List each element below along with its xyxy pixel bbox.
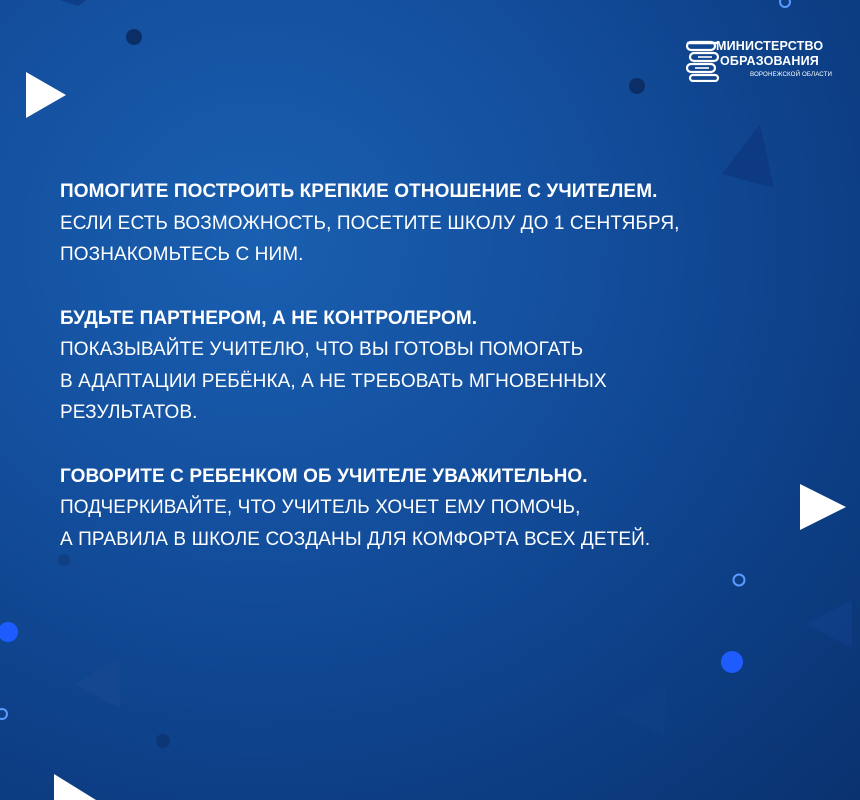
advice-line: ЕСЛИ ЕСТЬ ВОЗМОЖНОСТЬ, ПОСЕТИТЕ ШКОЛУ ДО 1 СЕНТЯБРЯ,	[60, 212, 680, 234]
blue-dot-icon	[721, 651, 743, 673]
dark-dot-icon	[767, 739, 781, 753]
advice-line: ПОЗНАКОМЬТЕСЬ С НИМ.	[60, 244, 304, 265]
advice-line: В АДАПТАЦИИ РЕБЁНКА, А НЕ ТРЕБОВАТЬ МГНОВЕННЫХ	[60, 370, 607, 392]
advice-line: ПОКАЗЫВАЙТЕ УЧИТЕЛЮ, ЧТО ВЫ ГОТОВЫ ПОМОГАТЬ	[60, 339, 584, 360]
blue-dot-icon	[0, 622, 18, 642]
advice-line: РЕЗУЛЬТАТОВ.	[60, 402, 198, 423]
ring-dot-icon	[0, 709, 7, 719]
ministry-logo	[686, 38, 836, 84]
dark-dot-icon	[156, 734, 170, 748]
advice-paragraph-3	[60, 461, 820, 556]
dark-triangle-icon	[74, 658, 120, 708]
ring-dot-icon	[780, 0, 790, 7]
advice-paragraph-1	[60, 176, 820, 271]
logo-title-line2: ОБРАЗОВАНИЯ	[720, 54, 819, 68]
advice-line: ПОДЧЕРКИВАЙТЕ, ЧТО УЧИТЕЛЬ ХОЧЕТ ЕМУ ПОМОЧЬ,	[60, 497, 581, 518]
dark-triangle-icon	[806, 600, 852, 648]
advice-heading: БУДЬТЕ ПАРТНЕРОМ, А НЕ КОНТРОЛЕРОМ.	[60, 307, 478, 329]
advice-line: А ПРАВИЛА В ШКОЛЕ СОЗДАНЫ ДЛЯ КОМФОРТА ВСЕХ ДЕТЕЙ.	[60, 528, 651, 550]
book-stack-icon	[686, 40, 720, 82]
dark-dot-icon	[629, 78, 645, 94]
dark-triangle-icon	[60, 0, 86, 6]
advice-text	[60, 176, 820, 587]
dark-triangle-icon	[612, 684, 666, 736]
white-triangle-icon	[54, 774, 96, 800]
white-triangle-icon	[26, 72, 66, 118]
advice-heading: ПОМОГИТЕ ПОСТРОИТЬ КРЕПКИЕ ОТНОШЕНИЕ С УЧИТЕЛЕМ.	[60, 181, 658, 202]
logo-title-line1: МИНИСТЕРСТВО	[716, 39, 824, 53]
advice-paragraph-2	[60, 303, 820, 429]
advice-heading: ГОВОРИТЕ С РЕБЕНКОМ ОБ УЧИТЕЛЕ УВАЖИТЕЛЬНО.	[60, 465, 588, 487]
dark-dot-icon	[126, 29, 142, 45]
logo-subtitle: ВОРОНЕЖСКОЙ ОБЛАСТИ	[750, 71, 833, 78]
